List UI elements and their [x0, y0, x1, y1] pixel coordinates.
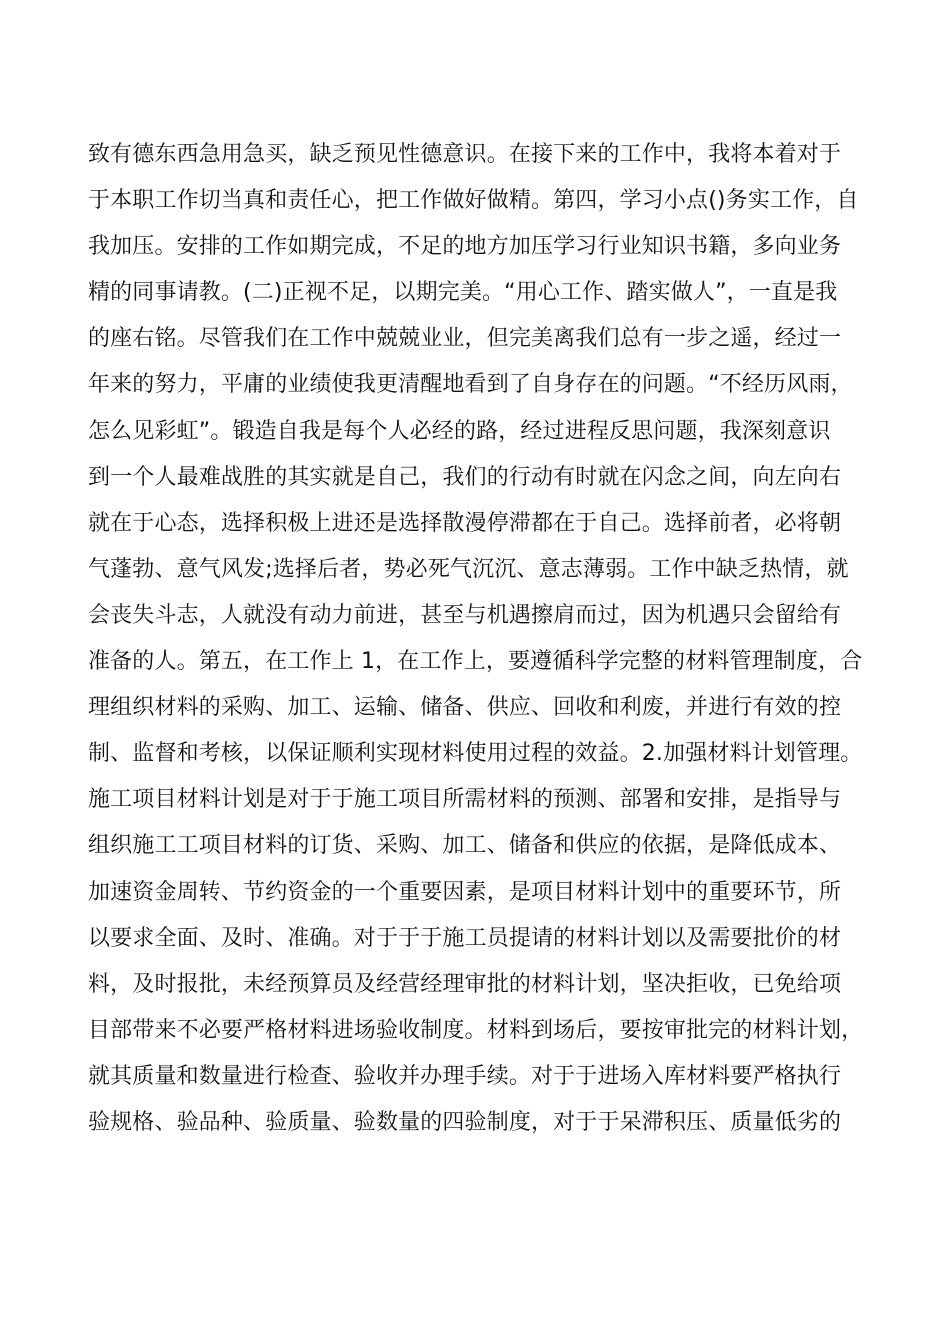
- text-line-14: 制、监督和考核，以保证顺利实现材料使用过程的效益。2.加强材料计划管理。: [88, 741, 863, 767]
- text-line-15: 施工项目材料计划是对于于施工项目所需材料的预测、部署和安排，是指导与: [88, 787, 842, 813]
- text-line-12: 准备的人。第五，在工作上 1，在工作上，要遵循科学完整的材料管理制度，合: [88, 649, 863, 675]
- text-line-3: 我加压。安排的工作如期完成，不足的地方加压学习行业知识书籍，多向业务: [88, 234, 842, 260]
- text-line-19: 料，及时报批，未经预算员及经营经理审批的材料计划，坚决拒收，已免给项: [88, 971, 842, 997]
- text-line-22: 验规格、验品种、验质量、验数量的四验制度，对于于呆滞积压、质量低劣的: [88, 1109, 842, 1135]
- text-line-18: 以要求全面、及时、准确。对于于于施工员提请的材料计划以及需要批价的材: [88, 925, 842, 951]
- text-line-20: 目部带来不必要严格材料进场验收制度。材料到场后，要按审批完的材料计划，: [88, 1017, 864, 1043]
- text-line-9: 就在于心态，选择积极上进还是选择散漫停滞都在于自己。选择前者，必将朝: [88, 510, 842, 536]
- text-line-16: 组织施工工项目材料的订货、采购、加工、储备和供应的依据，是降低成本、: [88, 833, 842, 859]
- text-line-13: 理组织材料的采购、加工、运输、储备、供应、回收和利废，并进行有效的控: [88, 695, 842, 721]
- text-line-6: 年来的努力，平庸的业绩使我更清醒地看到了自身存在的问题。“不经历风雨，: [88, 372, 853, 398]
- text-line-10: 气蓬勃、意气风发;选择后者，势必死气沉沉、意志薄弱。工作中缺乏热情，就: [88, 556, 849, 582]
- text-line-1: 致有德东西急用急买，缺乏预见性德意识。在接下来的工作中，我将本着对于: [88, 142, 842, 167]
- text-line-21: 就其质量和数量进行检查、验收并办理手续。对于于进场入库材料要严格执行: [88, 1063, 842, 1089]
- body-text: [88, 132, 868, 1146]
- text-line-11: 会丧失斗志，人就没有动力前进，甚至与机遇擦肩而过，因为机遇只会留给有: [88, 602, 842, 628]
- text-line-2: 于本职工作切当真和责任心，把工作做好做精。第四，学习小点()务实工作，自: [88, 188, 859, 214]
- text-line-17: 加速资金周转、节约资金的一个重要因素，是项目材料计划中的重要环节，所: [88, 879, 842, 905]
- text-line-5: 的座右铭。尽管我们在工作中兢兢业业，但完美离我们总有一步之遥，经过一: [88, 326, 842, 352]
- text-line-4: 精的同事请教。(二)正视不足，以期完美。“用心工作、踏实做人”，一直是我: [88, 280, 838, 306]
- text-line-8: 到一个人最难战胜的其实就是自己，我们的行动有时就在闪念之间，向左向右: [88, 464, 842, 490]
- text-line-7: 怎么见彩虹”。锻造自我是每个人必经的路，经过进程反思问题，我深刻意识: [88, 418, 831, 444]
